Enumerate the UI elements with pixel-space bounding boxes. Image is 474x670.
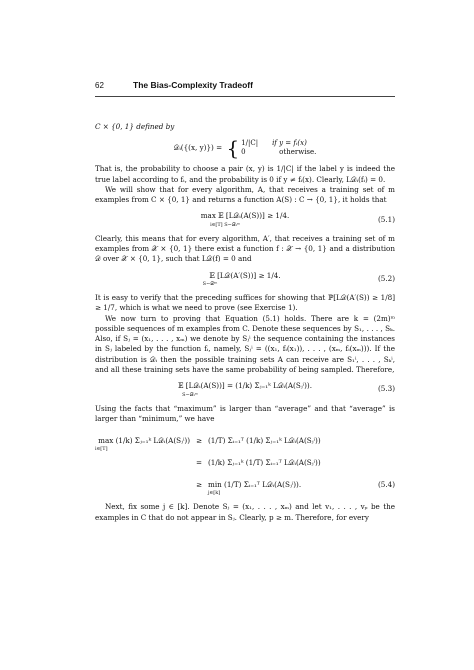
chapter-title: The Bias-Complexity Tradeoff — [133, 80, 253, 90]
paragraph-4: It is easy to verify that the preceding suffices for showing that ℙ[L𝒟(A′(S)) ≥ 1/8] ≥ 1/7, which is what we need to prove (see Exercise 1). — [95, 292, 395, 313]
header-rule — [95, 96, 395, 97]
equation-5-4 — [95, 430, 395, 496]
eq54-row3-rel: ≥ — [195, 480, 203, 490]
eq52-body: 𝔼 [L𝒟(A′(S))] ≥ 1/4. — [209, 270, 281, 280]
paragraph-6: Using the facts that “maximum” is larger than “average” and that “average” is larger than “minimum,” we have — [95, 403, 395, 423]
case2-value: 0 — [241, 148, 246, 157]
paragraph-1: That is, the probability to choose a pair (x, y) is 1/|C| if the label y is indeed the true label according to fᵢ, and the probability is 0 if y ≠ fᵢ(x). Clearly, L𝒟ᵢ(fᵢ) = 0. — [95, 164, 395, 184]
page-number: 62 — [95, 81, 104, 90]
paragraph-5: We now turn to proving that Equation (5.1) holds. There are k = (2m)ᵐ possible sequences of m examples from C. Denote these sequences by S₁, . . . , Sₖ. Also, if Sⱼ = (x₁, . . . , xₘ) we denote by Sⱼⁱ the sequence containing the instances in Sⱼ labeled by the function fᵢ, namely, Sⱼⁱ = ((x₁, fᵢ(x₁)), . . . , (xₘ, fᵢ(xₘ))). If the distribution is 𝒟ᵢ then the possible training sets A can receive are S₁ⁱ, . . . , Sₖⁱ, and all these training sets have the same probability of being sampled. Therefore, — [95, 313, 395, 375]
eq54-row1-rhs: (1/T) Σᵢ₌₁ᵀ (1/k) Σⱼ₌₁ᵏ L𝒟ᵢ(A(Sⱼⁱ)) — [208, 436, 321, 446]
eq54-row1-rel: ≥ — [195, 436, 203, 446]
case2-cond: otherwise. — [279, 148, 317, 157]
eq53-subscript: S∼𝒟ᵢᵐ — [182, 391, 198, 398]
page-body — [95, 122, 395, 523]
paragraph-3: Clearly, this means that for every algorithm, A′, that receives a training set of m examples from 𝒳 × {0, 1} there exist a function f : 𝒳 → {0, 1} and a distribution 𝒟 over 𝒳 × {0, 1}, such that L𝒟(f) = 0 and — [95, 233, 395, 264]
eq53-body: 𝔼 [L𝒟ᵢ(A(S))] = (1/k) Σⱼ₌₁ᵏ L𝒟ᵢ(A(Sⱼⁱ)). — [178, 381, 312, 391]
page-header — [95, 80, 395, 90]
eq51-number: (5.1) — [377, 214, 395, 224]
left-brace-icon: { — [226, 136, 240, 161]
paragraph-2: We will show that for every algorithm, A, that receives a training set of m examples from C × {0, 1} and returns a function A(S) : C → {0, 1}, it holds that — [95, 184, 395, 205]
eq53-number: (5.3) — [377, 384, 395, 394]
intro-line: C × {0, 1} defined by — [95, 122, 175, 131]
eq54-row2-rhs: (1/k) Σⱼ₌₁ᵏ (1/T) Σᵢ₌₁ᵀ L𝒟ᵢ(A(Sⱼⁱ)) — [208, 458, 321, 468]
equation-distribution — [95, 136, 395, 161]
equation-5-2 — [95, 271, 395, 287]
paragraph-7: Next, fix some j ∈ [k]. Denote Sⱼ = (x₁, . . . , xₘ) and let v₁, . . . , vₚ be the examples in C that do not appear in Sⱼ. Clearly, p ≥ m. Therefore, for every — [95, 502, 395, 522]
eq52-subscript: S∼𝒟ᵐ — [202, 280, 218, 287]
eq54-row1-lhs: max (1/k) Σⱼ₌₁ᵏ L𝒟ᵢ(A(Sⱼⁱ)) — [98, 436, 190, 446]
eq-dist-lhs: 𝒟ᵢ({(x, y)}) = — [173, 143, 223, 153]
eq54-row3-subscript: j∈[k] — [208, 490, 221, 497]
equation-5-1 — [95, 211, 395, 227]
eq54-row3-rhs: min (1/T) Σᵢ₌₁ᵀ L𝒟ᵢ(A(Sⱼⁱ)). — [208, 480, 302, 490]
eq54-number: (5.4) — [377, 480, 395, 490]
case1-cond: if y = fᵢ(x) — [272, 139, 307, 148]
eq52-number: (5.2) — [377, 273, 395, 283]
eq54-row-2 — [95, 452, 395, 474]
eq51-body: max 𝔼 [L𝒟ᵢ(A(S))] ≥ 1/4. — [200, 211, 290, 221]
eq54-row-1 — [95, 430, 395, 452]
case1-value: 1/|C| — [241, 139, 259, 148]
eq54-row1-subscript: i∈[T] — [95, 446, 108, 453]
eq51-subscript: i∈[T] S∼𝒟ᵢᵐ — [210, 221, 240, 228]
eq54-row2-rel: = — [195, 458, 203, 468]
cases-block — [224, 136, 317, 161]
equation-5-3 — [95, 381, 395, 397]
